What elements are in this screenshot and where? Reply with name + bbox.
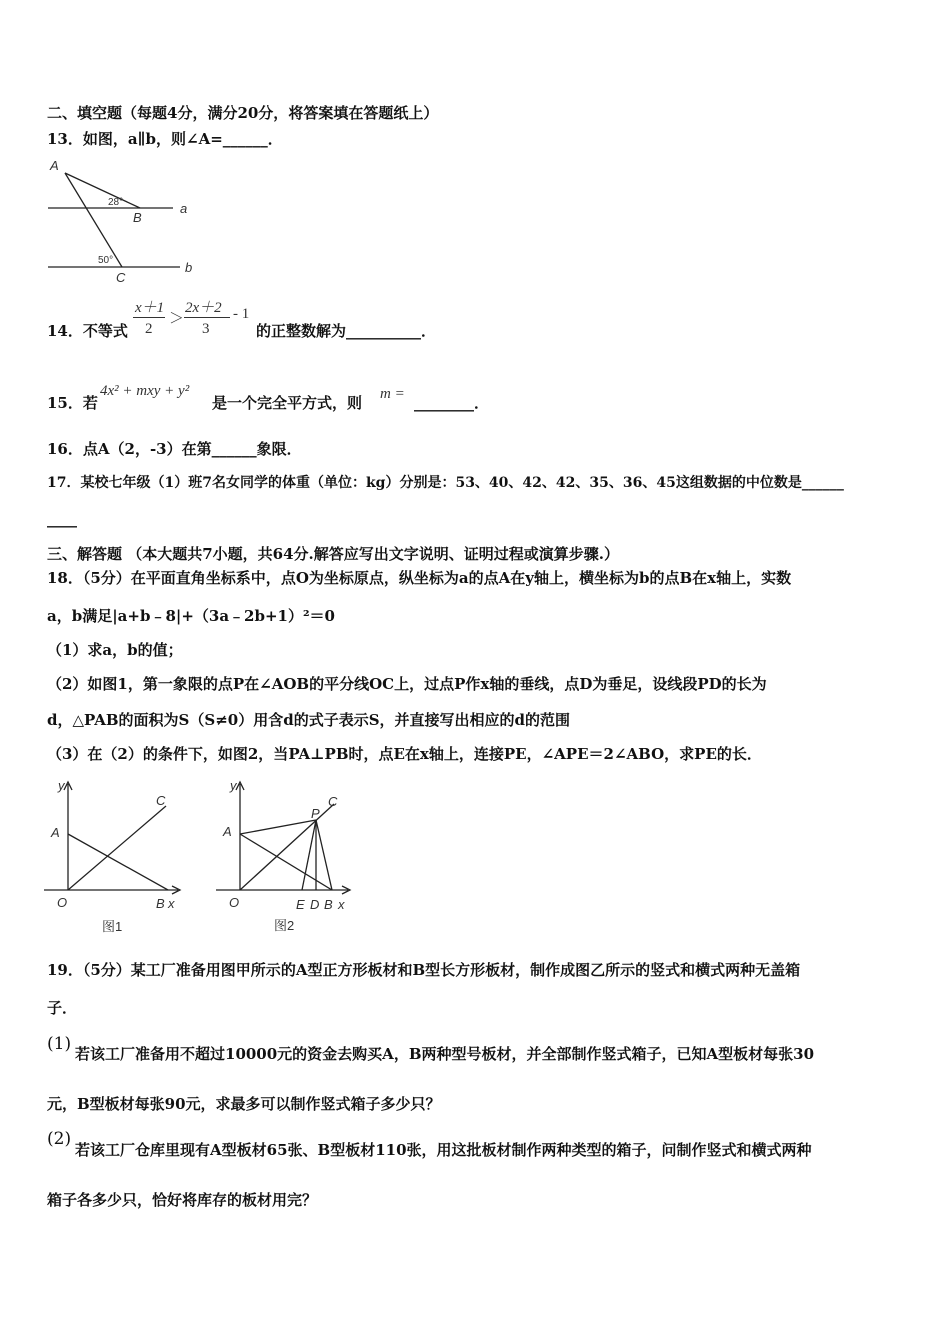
fig2-B-label: B	[324, 897, 333, 912]
q13-label-b: b	[185, 260, 193, 275]
q14-prefix: 14．不等式	[47, 322, 128, 340]
q13-label-A: A	[50, 158, 59, 173]
q14-frac2-bar	[184, 317, 230, 318]
q15-middle: 是一个完全平方式，则	[212, 394, 363, 412]
q19-num1: (1)	[47, 1034, 72, 1054]
q18-part3: （3）在（2）的条件下，如图2，当PA⊥PB时，点E在x轴上，连接PE，∠APE＝2∠ABO，求PE的长．	[47, 745, 762, 763]
q14-suffix: 的正整数解为__________．	[256, 322, 437, 340]
q16-text: 16．点A（2，-3）在第______象限．	[47, 440, 302, 458]
q14-gt: ＞	[169, 311, 185, 327]
fig1-y-label: y	[58, 778, 65, 793]
fig1-x-label: x	[168, 896, 175, 911]
fig2-x-label: x	[338, 897, 345, 912]
q18-line1: 18．（5分）在平面直角坐标系中，点O为坐标原点，纵坐标为a的点A在y轴上，横坐标为b的点B在x轴上，实数	[47, 569, 792, 587]
fig2-y-label: y	[230, 778, 237, 793]
fig2-A-label: A	[223, 824, 232, 839]
fig2-E-label: E	[296, 897, 305, 912]
fig1-A-label: A	[51, 825, 60, 840]
fig2-P-label: P	[311, 806, 320, 821]
q18-figure1	[40, 778, 200, 938]
q19-part1b: 元，B型板材每张90元，求最多可以制作竖式箱子多少只？	[47, 1095, 441, 1113]
q14-frac1-num: x＋1	[135, 300, 165, 316]
fig1-B-label: B	[156, 896, 165, 911]
fig2-O-label: O	[229, 895, 240, 910]
q18-part1: （1）求a，b的值；	[47, 641, 183, 659]
q15-m: m =	[380, 386, 405, 402]
q19-part1a: 若该工厂准备用不超过10000元的资金去购买A，B两种型号板材，并全部制作竖式箱子，已知A型板材每张30	[75, 1045, 815, 1063]
q14-frac2-num: 2x＋2	[185, 300, 222, 316]
fig2-C-label: C	[328, 794, 338, 809]
q19-num2: (2)	[47, 1129, 72, 1149]
q19-part2a: 若该工厂仓库里现有A型板材65张、B型板材110张，用这批板材制作两种类型的箱子，问制作竖式和横式两种	[75, 1141, 812, 1159]
q13-label-B: B	[133, 210, 142, 225]
q15-expression: 4x² + mxy + y²	[100, 383, 190, 399]
q14-frac1-den: 2	[145, 321, 153, 337]
q19-line2: 子．	[47, 999, 78, 1017]
q18-figure2	[212, 778, 372, 938]
q13-label-C: C	[116, 270, 126, 285]
section3-heading: 三、解答题 （本大题共7小题，共64分.解答应写出文字说明、证明过程或演算步骤.）	[47, 545, 619, 563]
q18-line2: a，b满足|a+b﹣8|+（3a﹣2b+1）²＝0	[47, 607, 335, 625]
fig1-caption: 图1	[102, 919, 123, 934]
q14-frac1-bar	[133, 317, 165, 318]
q15-prefix: 15．若	[47, 394, 98, 412]
q14-minus-one: - 1	[233, 306, 250, 322]
section2-heading: 二、填空题（每题4分，满分20分，将答案填在答题纸上）	[47, 104, 439, 122]
q13-angle-C: 50°	[98, 255, 114, 266]
fig1-C-label: C	[156, 793, 166, 808]
q13-angle-B: 28°	[108, 197, 124, 208]
q13-label-a: a	[180, 201, 188, 216]
q14-frac2-den: 3	[202, 321, 210, 337]
q18-part2b: d，△PAB的面积为S（S≠0）用含d的式子表示S，并直接写出相应的d的范围	[47, 711, 571, 729]
q17-line1: 17．某校七年级（1）班7名女同学的体重（单位：kg）分别是：53、40、42、42、35、36、45这组数据的中位数是______	[47, 475, 844, 491]
q13-text: 13．如图，a∥b，则∠A=______．	[47, 130, 283, 148]
fig2-D-label: D	[310, 897, 320, 912]
q13-figure	[40, 155, 210, 290]
q19-part2b: 箱子各多少只，恰好将库存的板材用完？	[47, 1191, 318, 1209]
q15-blank: ________．	[414, 394, 490, 412]
q17-line2: ____	[47, 510, 77, 528]
q18-part2a: （2）如图1，第一象限的点P在∠AOB的平分线OC上，过点P作x轴的垂线，点D为垂足，设线段PD的长为	[47, 675, 767, 693]
fig2-caption: 图2	[274, 918, 295, 933]
fig1-O-label: O	[57, 895, 68, 910]
q19-line1: 19．（5分）某工厂准备用图甲所示的A型正方形板材和B型长方形板材，制作成图乙所示的竖式和横式两种无盖箱	[47, 961, 801, 979]
